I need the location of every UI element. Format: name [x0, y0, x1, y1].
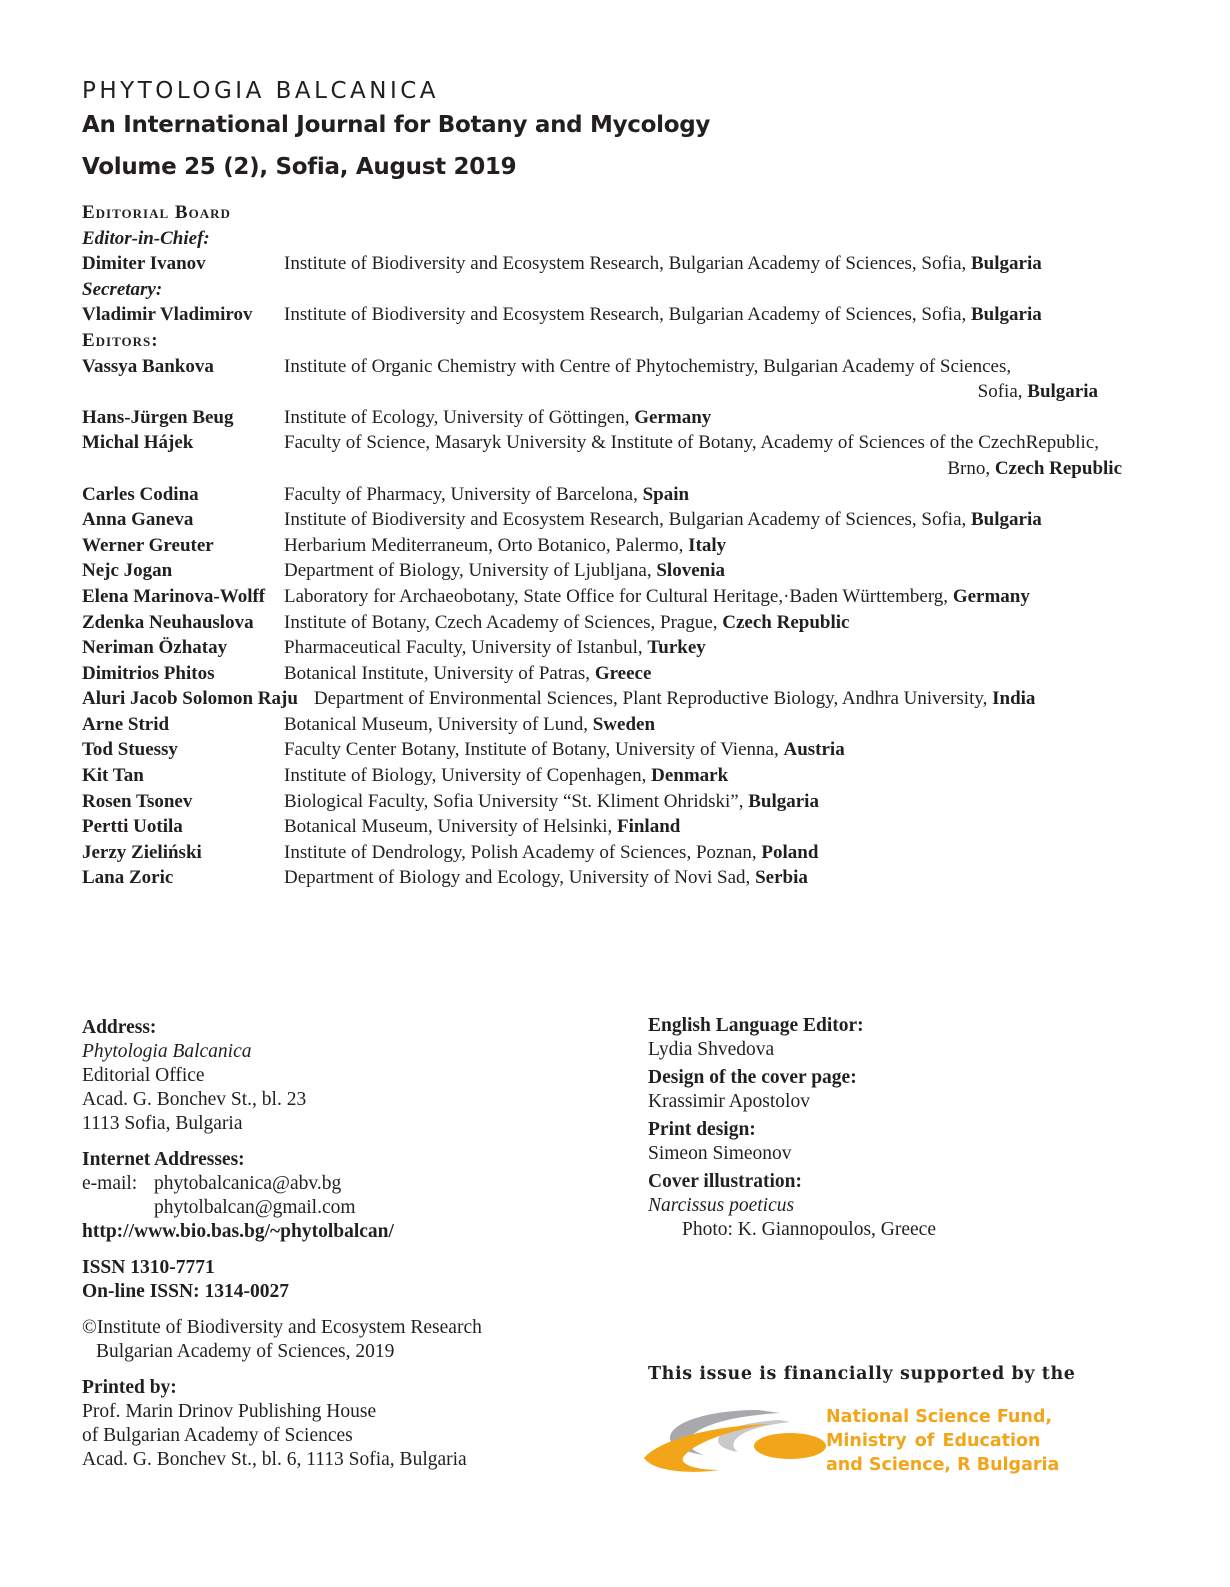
editor-row [82, 405, 1162, 431]
member-name: Aluri Jacob Solomon Raju [82, 688, 298, 710]
member-country: Bulgaria [971, 509, 1042, 531]
member-affiliation: Pharmaceutical Faculty, University of Istanbul, Turkey [284, 637, 706, 659]
editor-row [82, 507, 1162, 533]
member-affiliation: Institute of Biodiversity and Ecosystem Research, Bulgarian Academy of Sciences, Sofia, Bulgaria [284, 509, 1042, 531]
address-line: Acad. G. Bonchev St., bl. 23 [82, 1089, 307, 1110]
fund-line: and Science, R Bulgaria [826, 1455, 1060, 1475]
fund-line: National Science Fund, [826, 1407, 1053, 1427]
editor-in-chief-label: Editor-in-Chief: [82, 227, 210, 249]
address-line: Editorial Office [82, 1065, 205, 1086]
member-name: Anna Ganeva [82, 509, 194, 531]
address-line: 1113 Sofia, Bulgaria [82, 1113, 243, 1134]
member-name: Elena Marinova-Wolff [82, 585, 266, 607]
editor-row [82, 865, 1162, 891]
member-name: Dimiter Ivanov [82, 253, 206, 275]
member-name: Dimitrios Phitos [82, 662, 215, 684]
member-country: Slovenia [656, 560, 725, 582]
member-name: Zdenka Neuhauslova [82, 611, 254, 633]
photo-credit: Photo: K. Giannopoulos, Greece [682, 1219, 936, 1240]
journal-name: PHYTOLOGIA BALCANICA [82, 78, 440, 104]
footer-left [82, 1016, 582, 1472]
cover-illustration-heading: Cover illustration: [648, 1171, 803, 1192]
member-affiliation: Institute of Organic Chemistry with Centre of Phytochemistry, Bulgarian Academy of Sciences, [284, 355, 1012, 377]
member-name: Vassya Bankova [82, 355, 214, 377]
member-affiliation: Institute of Biology, University of Copenhagen, Denmark [284, 765, 729, 787]
masthead [82, 76, 710, 182]
editor-row [82, 635, 1162, 661]
journal-subtitle: An International Journal for Botany and Mycology [82, 112, 711, 138]
editor-row [82, 840, 1162, 866]
cover-illustration-species: Narcissus poeticus [648, 1195, 795, 1216]
member-name: Hans-Jürgen Beug [82, 406, 234, 428]
member-country: Germany [634, 406, 712, 428]
member-country: Czech Republic [722, 611, 850, 633]
editors-label: Editors: [82, 329, 159, 351]
editor-row [82, 584, 1162, 610]
member-affiliation: Faculty of Science, Masaryk University & Institute of Botany, Academy of Sciences of the CzechRepublic, [284, 432, 1100, 454]
member-country: Bulgaria [1027, 381, 1098, 403]
copyright-line: Bulgarian Academy of Sciences, 2019 [96, 1341, 395, 1362]
member-affiliation: Herbarium Mediterraneum, Orto Botanico, Palermo, Italy [284, 534, 727, 556]
member-country: Sweden [592, 713, 656, 735]
secretary-label: Secretary: [82, 278, 163, 300]
member-name: Vladimir Vladimirov [82, 304, 253, 326]
member-affiliation: Faculty of Pharmacy, University of Barcelona, Spain [284, 483, 690, 505]
email-row [82, 1172, 582, 1196]
member-country: Poland [761, 841, 819, 863]
editor-row [82, 686, 1162, 712]
member-country: Czech Republic [994, 457, 1122, 479]
member-name: Neriman Özhatay [82, 637, 228, 659]
member-country: Serbia [755, 867, 808, 889]
editor-row [82, 533, 1162, 559]
member-country: Bulgaria [971, 304, 1042, 326]
member-affiliation: Faculty Center Botany, Institute of Botany, University of Vienna, Austria [284, 739, 845, 761]
printer-line: Acad. G. Bonchev St., bl. 6, 1113 Sofia, Bulgaria [82, 1449, 467, 1470]
support-statement: This issue is financially supported by the [648, 1364, 1076, 1384]
copyright-line: ©Institute of Biodiversity and Ecosystem Research [82, 1317, 482, 1338]
member-affiliation: Department of Biology, University of Ljubljana, Slovenia [284, 560, 725, 582]
language-editor-name: Lydia Shvedova [648, 1039, 775, 1060]
member-country: Denmark [651, 765, 729, 787]
member-affiliation: Institute of Ecology, University of Göttingen, Germany [284, 406, 712, 428]
affiliation-continuation: Sofia, Bulgaria [977, 381, 1098, 403]
email-label: e-mail: [82, 1173, 138, 1194]
logo-orange-swoosh [644, 1424, 770, 1472]
member-affiliation: Biological Faculty, Sofia University “St. Kliment Ohridski”, Bulgaria [284, 790, 819, 812]
journal-volume: Volume 25 (2), Sofia, August 2019 [82, 154, 517, 180]
email-link[interactable]: phytobalcanica@abv.bg [154, 1173, 342, 1194]
email-link[interactable]: phytolbalcan@gmail.com [154, 1197, 356, 1218]
address-heading: Address: [82, 1017, 157, 1038]
affiliation-continuation: Brno, Czech Republic [947, 457, 1122, 479]
member-affiliation: Botanical Museum, University of Helsinki, Finland [284, 816, 681, 838]
address-journal: Phytologia Balcanica [82, 1041, 252, 1062]
printer-line: of Bulgarian Academy of Sciences [82, 1425, 353, 1446]
member-country: Greece [594, 662, 652, 684]
member-country: Italy [688, 534, 727, 556]
member-country: Finland [616, 816, 681, 838]
editor-in-chief-row [82, 251, 1162, 277]
member-country: India [992, 688, 1036, 710]
printer-line: Prof. Marin Drinov Publishing House [82, 1401, 377, 1422]
member-affiliation: Institute of Botany, Czech Academy of Sciences, Prague, Czech Republic [284, 611, 850, 633]
editors-list [82, 354, 1162, 891]
member-country: Spain [642, 483, 690, 505]
editor-row [82, 661, 1162, 687]
member-name: Nejc Jogan [82, 560, 173, 582]
editor-row [82, 789, 1162, 815]
cover-design-heading: Design of the cover page: [648, 1067, 857, 1088]
member-name: Michal Hájek [82, 432, 194, 454]
member-country: Turkey [647, 637, 706, 659]
editor-row [82, 610, 1162, 636]
member-country: Austria [783, 739, 845, 761]
issn-online: On-line ISSN: 1314-0027 [82, 1281, 289, 1302]
secretary-row [82, 302, 1162, 328]
member-name: Carles Codina [82, 483, 199, 505]
print-design-heading: Print design: [648, 1119, 756, 1140]
member-country: Germany [952, 585, 1030, 607]
website-link[interactable]: http://www.bio.bas.bg/~phytolbalcan/ [82, 1221, 394, 1242]
member-country: Bulgaria [748, 790, 819, 812]
member-name: Kit Tan [82, 765, 144, 787]
editor-row [82, 712, 1162, 738]
member-affiliation: Institute of Biodiversity and Ecosystem Research, Bulgarian Academy of Sciences, Sofia, Bulgaria [284, 253, 1042, 275]
member-name: Rosen Tsonev [82, 790, 193, 812]
member-name: Werner Greuter [82, 534, 214, 556]
fund-line: Ministry of Education [826, 1431, 1041, 1451]
printed-by-heading: Printed by: [82, 1377, 177, 1398]
editor-row [82, 558, 1162, 584]
editorial-board [82, 200, 1162, 891]
logo-orange-ellipse [754, 1433, 826, 1459]
member-name: Arne Strid [82, 713, 170, 735]
editor-row [82, 737, 1162, 763]
editor-row [82, 482, 1162, 508]
member-name: Pertti Uotila [82, 816, 183, 838]
editor-row [82, 430, 1162, 456]
member-affiliation: Department of Environmental Sciences, Plant Reproductive Biology, Andhra University, India [313, 688, 1036, 710]
member-name: Tod Stuessy [82, 739, 178, 761]
fund-name [826, 1405, 1059, 1477]
member-affiliation: Botanical Institute, University of Patras, Greece [284, 662, 652, 684]
internet-heading: Internet Addresses: [82, 1149, 245, 1170]
member-affiliation: Botanical Museum, University of Lund, Sweden [284, 713, 656, 735]
editor-row [82, 814, 1162, 840]
language-editor-heading: English Language Editor: [648, 1015, 864, 1036]
member-name: Lana Zoric [82, 867, 174, 889]
editor-row [82, 354, 1162, 380]
member-affiliation: Institute of Biodiversity and Ecosystem Research, Bulgarian Academy of Sciences, Sofia, Bulgaria [284, 304, 1042, 326]
member-country: Bulgaria [971, 253, 1042, 275]
editor-row [82, 763, 1162, 789]
cover-design-name: Krassimir Apostolov [648, 1091, 810, 1112]
member-name: Jerzy Zieliński [82, 841, 202, 863]
footer-right [648, 1014, 1168, 1242]
issn-print: ISSN 1310-7771 [82, 1257, 215, 1278]
member-affiliation: Laboratory for Archaeobotany, State Office for Cultural Heritage,·Baden Württemberg, Germany [284, 585, 1030, 607]
print-design-name: Simeon Simeonov [648, 1143, 792, 1164]
member-affiliation: Department of Biology and Ecology, University of Novi Sad, Serbia [284, 867, 808, 889]
editorial-board-heading: Editorial Board [82, 202, 231, 223]
member-affiliation: Institute of Dendrology, Polish Academy of Sciences, Poznan, Poland [284, 841, 819, 863]
